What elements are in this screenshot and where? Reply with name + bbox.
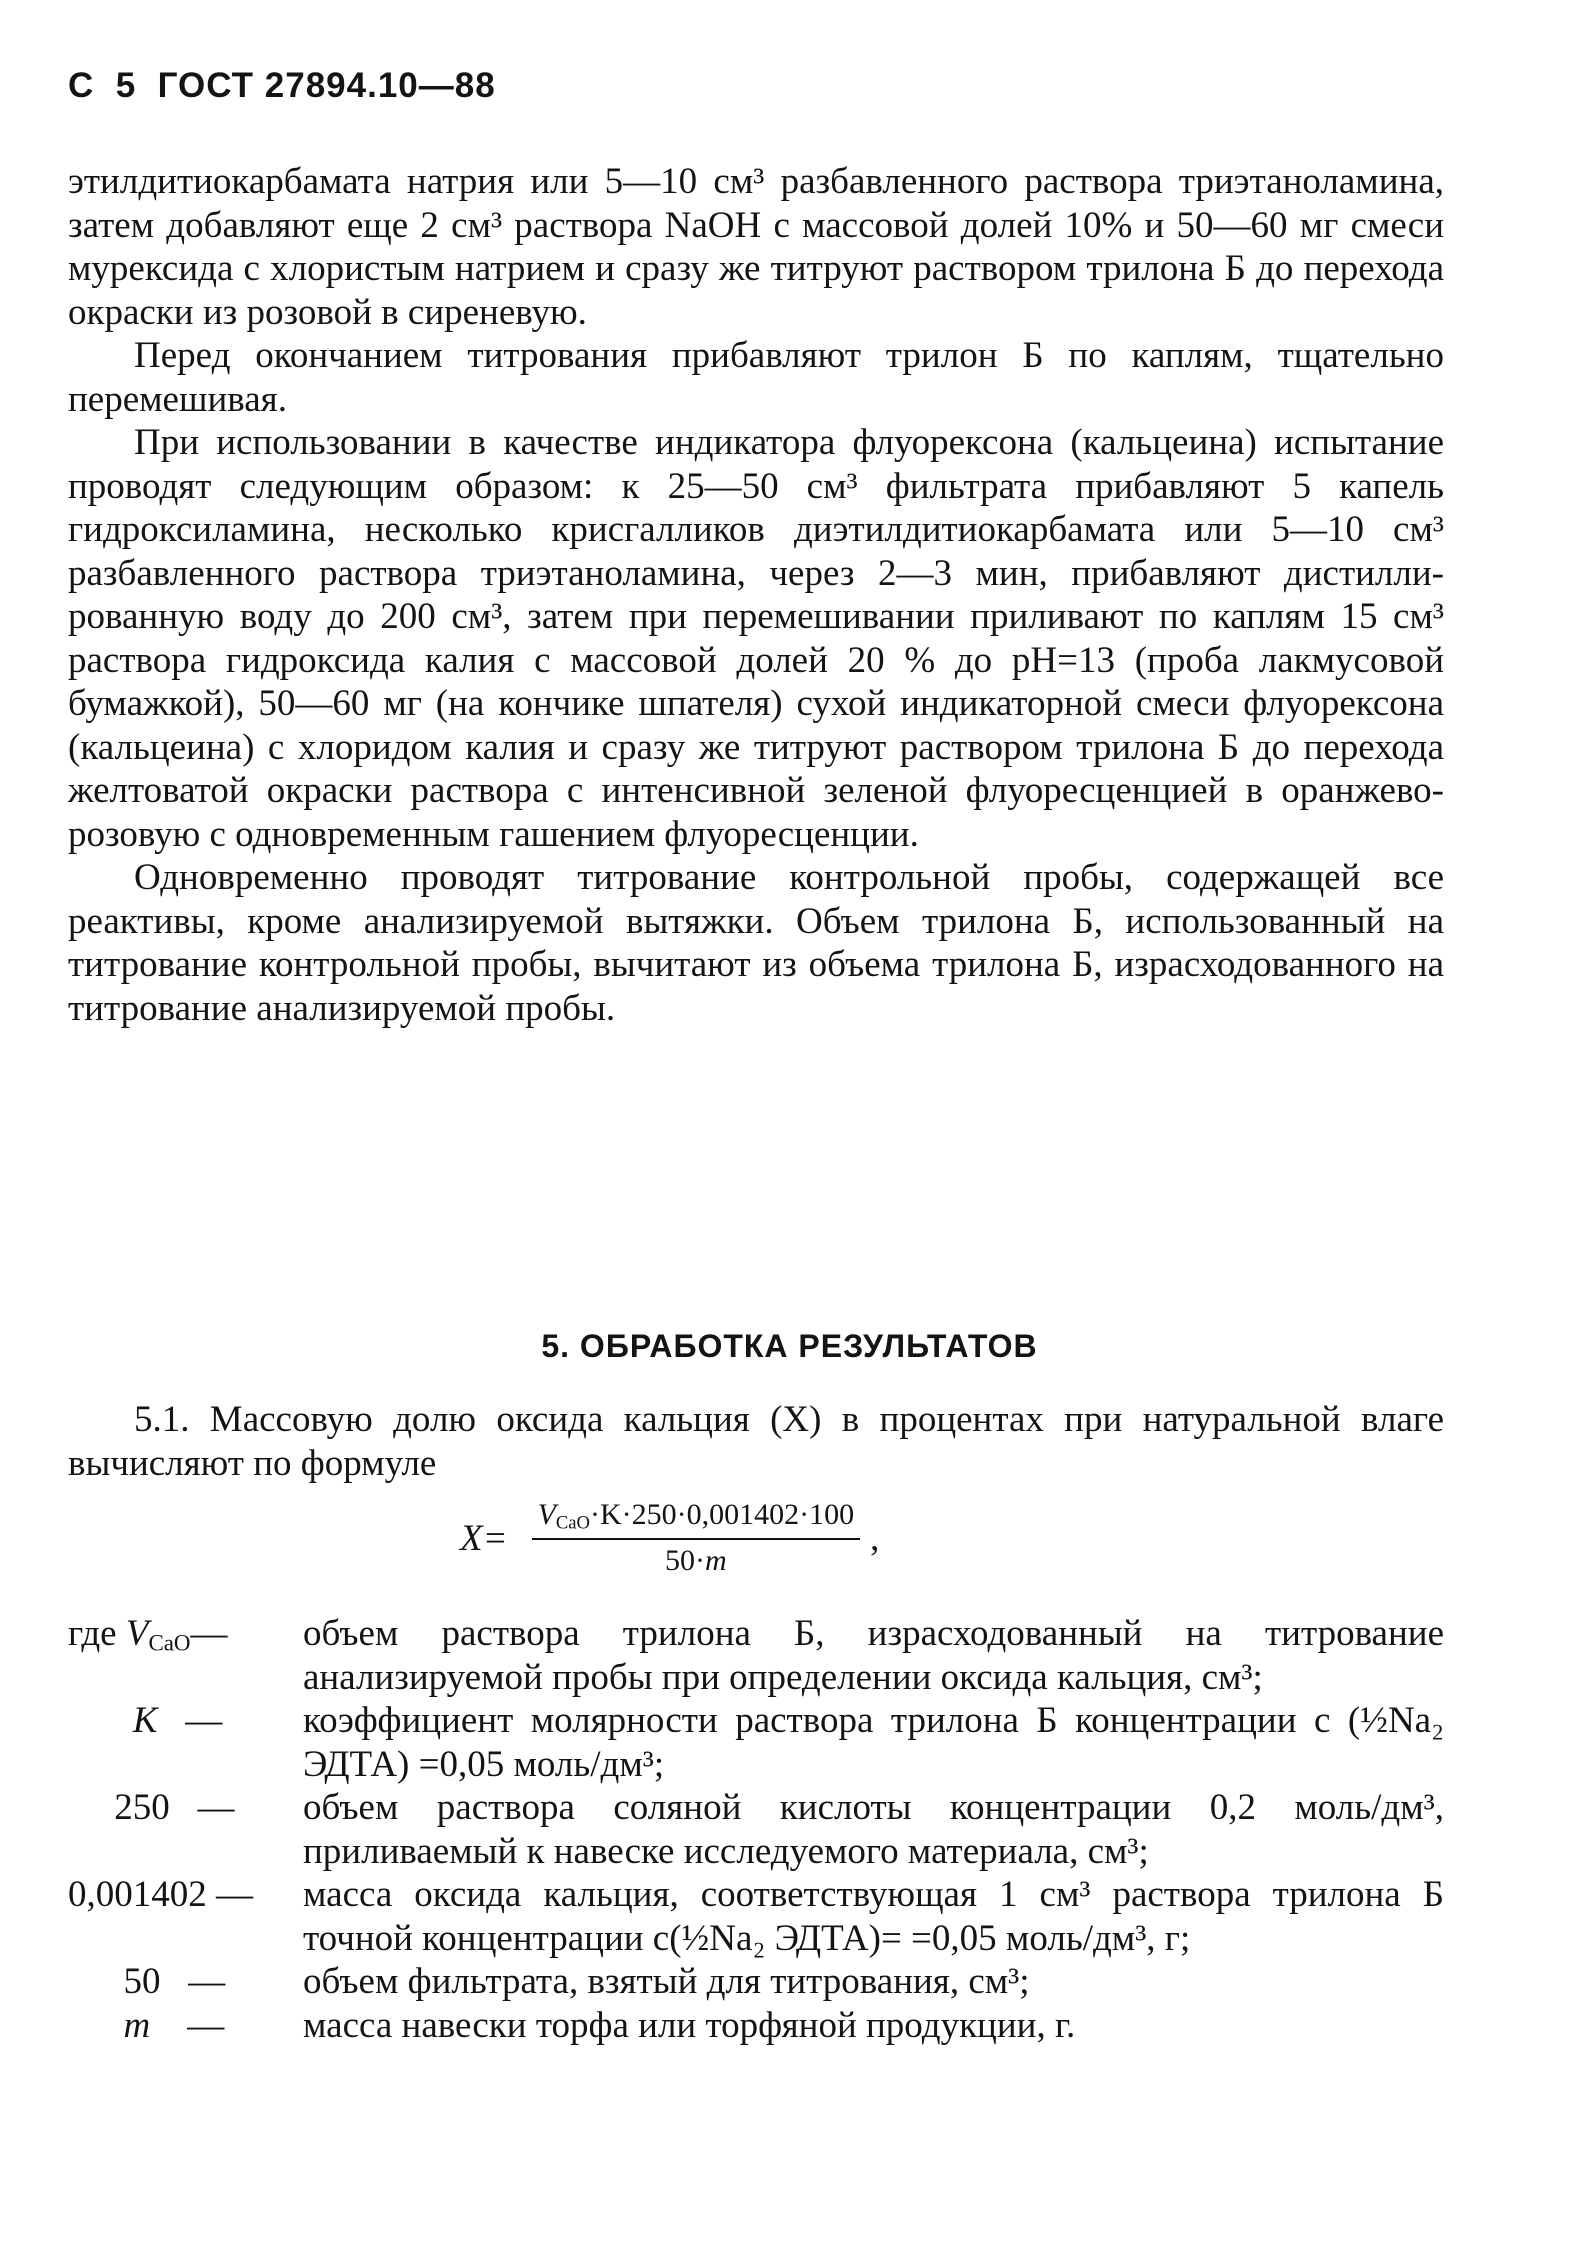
page-number: 5 [115, 66, 137, 105]
definition-dash: — [188, 1961, 226, 2002]
definitions-list [68, 1612, 1444, 2047]
formula-v-sub: CaO [555, 1512, 590, 1534]
definition-prefix: где [68, 1613, 126, 1654]
definition-item [68, 1873, 1444, 1960]
definition-item [68, 2004, 1444, 2048]
definition-symbol [68, 1960, 303, 2004]
definition-dash: — [197, 1787, 235, 1828]
definition-dash: — [216, 1874, 253, 1915]
body-text [68, 160, 1444, 1030]
paragraph-control-sample: Одновременно проводят титрование контрольной пробы, содержащей все реактивы, кроме анализируемой вытяжки. Объем трилона Б, использованный на титрование контрольной пробы, вычитают из объема трилона Б, израсходованного на титрование анализируемой пробы. [68, 857, 1444, 1029]
definition-item [68, 1960, 1444, 2004]
definition-symbol [68, 1699, 303, 1786]
definition-text: масса навески торфа или торфяной продукции, г. [303, 2004, 1076, 2046]
formula-numerator-rest: ·K·250·0,001402·100 [590, 1498, 855, 1531]
definition-text: объем раствора соляной кислоты концентрации 0,2 моль/дм³, приливаемый к навеске исследуемого материала, см³; [303, 1787, 1444, 1872]
definition-dash: — [185, 1700, 223, 1741]
paragraph-fluorexon-method: При использовании в качестве индикатора флуорексона (кальцеина) испытание проводят следующим образом: к 25—50 см³ фильтрата прибавляют 5 капель гидроксиламина, несколько крисгалликов диэтилдитиокарбамата или 5—10 см³ разбавленного раствора триэтаноламина, через 2—3 мин, прибавляют дистиллированную воду до 200 см³, затем при перемешивании приливают по каплям 15 см³ раствора гидроксида калия с массовой долей 20 % до pH=13 (проба лакмусовой бумажкой), 50—60 мг (на кончике шпателя) сухой индикаторной смеси флуорексона (кальцеина) с хлоридом калия и сразу же титруют раствором трилона Б до перехода желтоватой окраски раствора с интенсивной зеленой флуоресценцией в оранжево-розовую с одновременным гашением флуоресценции. [68, 422, 1444, 855]
definition-symbol-text: 50 [123, 1961, 161, 2002]
formula-v: V [537, 1498, 556, 1531]
definition-item [68, 1699, 1444, 1786]
section-heading: 5. ОБРАБОТКА РЕЗУЛЬТАТОВ [541, 1328, 1038, 1364]
definition-text: объем фильтрата, взятый для титрования, см³; [303, 1961, 1030, 2002]
definition-symbol-sub: CaO [148, 1630, 191, 1656]
formula-fraction [532, 1498, 861, 1578]
paragraph-dropwise: Перед окончанием титрования прибавляют трилон Б по каплям, тщательно перемешивая. [68, 335, 1444, 420]
definition-symbol [68, 1612, 303, 1699]
definition-symbol-text: K [132, 1700, 158, 1741]
paragraph-continuation: этилдитиокарбамата натрия или 5—10 см³ разбавленного раствора триэтаноламина, затем добавляют еще 2 см³ раствора NaOH с массовой долей 10% и 50—60 мг смеси мурексида с хлористым натрием и сразу же титруют раствором трилона Б до перехода окраски из розовой в сиреневую. [68, 161, 1444, 333]
definition-symbol [68, 2004, 303, 2048]
formula-comma: , [870, 1517, 880, 1559]
formula [460, 1498, 879, 1578]
page-header [68, 66, 496, 106]
definition-symbol [68, 1873, 303, 1960]
standard-title: ГОСТ 27894.10—88 [157, 66, 496, 105]
formula-denominator [665, 1540, 727, 1578]
definition-item [68, 1786, 1444, 1873]
formula-denominator-m: m [705, 1544, 727, 1577]
definition-text: коэффициент молярности раствора трилона Б концентрации c (½Na₂ ЭДТА) =0,05 моль/дм³; [303, 1700, 1444, 1785]
definition-symbol-text: m [123, 2004, 151, 2046]
definition-text: масса оксида кальция, соответствующая 1 см³ раствора трилона Б точной концентрации c(½Na₂ ЭДТА)= =0,05 моль/дм³, г; [303, 1874, 1444, 1959]
definition-symbol-text: 0,001402 [68, 1874, 207, 1915]
formula-denominator-a: 50· [665, 1544, 706, 1577]
definition-symbol-text: 250 [114, 1787, 170, 1828]
definition-symbol-text: V [125, 1613, 149, 1654]
header-mark: С [68, 66, 95, 105]
definition-item [68, 1612, 1444, 1699]
formula-lhs: X= [460, 1517, 508, 1559]
definition-dash: — [187, 2004, 225, 2046]
definition-symbol [68, 1786, 303, 1873]
definition-text: объем раствора трилона Б, израсходованный на титрование анализируемой пробы при определении оксида кальция, см³; [303, 1613, 1444, 1698]
formula-numerator [532, 1498, 861, 1540]
definition-dash: — [190, 1613, 228, 1654]
clause-5-1: 5.1. Массовую долю оксида кальция (X) в процентах при натуральной влаге вычисляют по формуле [68, 1399, 1444, 1484]
